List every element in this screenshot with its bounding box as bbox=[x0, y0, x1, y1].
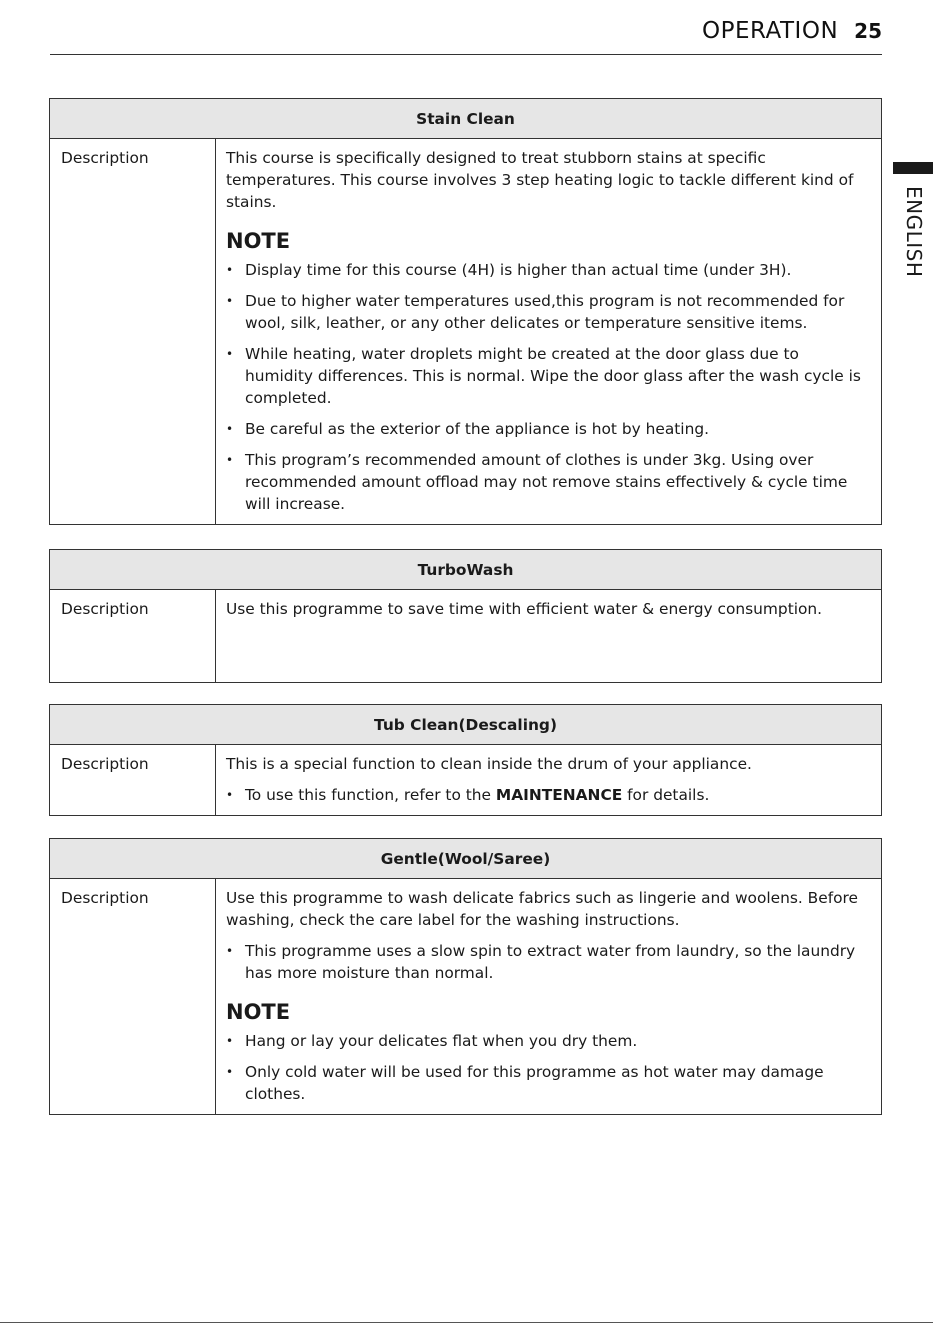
list-item: • Be careful as the exterior of the appliance is hot by heating. bbox=[226, 418, 871, 440]
stain-clean-description bbox=[216, 139, 882, 525]
list-item: • Hang or lay your delicates flat when you dry them. bbox=[226, 1030, 871, 1052]
turbowash-label: Description bbox=[50, 590, 216, 683]
list-item bbox=[226, 784, 871, 806]
turbowash-title: TurboWash bbox=[50, 550, 882, 590]
bullet-text-pre: To use this function, refer to the bbox=[245, 786, 496, 804]
gentle-bullets bbox=[226, 940, 871, 984]
stain-clean-intro: This course is specifically designed to treat stubborn stains at specific temperatures. This course involves 3 step heating logic to tackle different kind of stains. bbox=[226, 149, 854, 211]
tub-clean-title: Tub Clean(Descaling) bbox=[50, 705, 882, 745]
tub-clean-table bbox=[49, 704, 882, 816]
tub-clean-label: Description bbox=[50, 745, 216, 816]
gentle-description bbox=[216, 879, 882, 1115]
list-item: • This programme uses a slow spin to extract water from laundry, so the laundry has more moisture than normal. bbox=[226, 940, 871, 984]
list-item: • Due to higher water temperatures used,this program is not recommended for wool, silk, leather, or any other delicates or temperature sensitive items. bbox=[226, 290, 871, 334]
list-item: • This program’s recommended amount of clothes is under 3kg. Using over recommended amount offload may not remove stains effectively & cycle time will increase. bbox=[226, 449, 871, 515]
gentle-label: Description bbox=[50, 879, 216, 1115]
stain-clean-title: Stain Clean bbox=[50, 99, 882, 139]
language-tab-marker bbox=[893, 162, 933, 174]
gentle-table bbox=[49, 838, 882, 1115]
turbowash-description: Use this programme to save time with efficient water & energy consumption. bbox=[216, 590, 882, 683]
language-label: ENGLISH bbox=[902, 186, 926, 278]
stain-clean-notes bbox=[226, 259, 871, 515]
bullet-text-post: for details. bbox=[622, 786, 710, 804]
section-title: OPERATION bbox=[702, 18, 839, 44]
gentle-note-heading: NOTE bbox=[226, 1000, 291, 1024]
gentle-notes bbox=[226, 1030, 871, 1105]
tub-clean-bullets bbox=[226, 784, 871, 806]
bottom-divider bbox=[0, 1322, 933, 1323]
list-item: • Only cold water will be used for this programme as hot water may damage clothes. bbox=[226, 1061, 871, 1105]
stain-clean-table bbox=[49, 98, 882, 525]
tub-clean-intro: This is a special function to clean inside the drum of your appliance. bbox=[226, 755, 752, 773]
gentle-intro: Use this programme to wash delicate fabrics such as lingerie and woolens. Before washing, check the care label for the washing instructions. bbox=[226, 889, 858, 929]
list-item: • While heating, water droplets might be created at the door glass due to humidity differences. This is normal. Wipe the door glass after the wash cycle is completed. bbox=[226, 343, 871, 409]
page-number: 25 bbox=[854, 19, 882, 43]
list-item: • Display time for this course (4H) is higher than actual time (under 3H). bbox=[226, 259, 871, 281]
turbowash-table bbox=[49, 549, 882, 683]
tub-clean-description bbox=[216, 745, 882, 816]
maintenance-reference: MAINTENANCE bbox=[495, 786, 623, 804]
stain-clean-note-heading: NOTE bbox=[226, 229, 291, 253]
gentle-title: Gentle(Wool/Saree) bbox=[50, 839, 882, 879]
page-header bbox=[50, 18, 882, 55]
stain-clean-label: Description bbox=[50, 139, 216, 525]
